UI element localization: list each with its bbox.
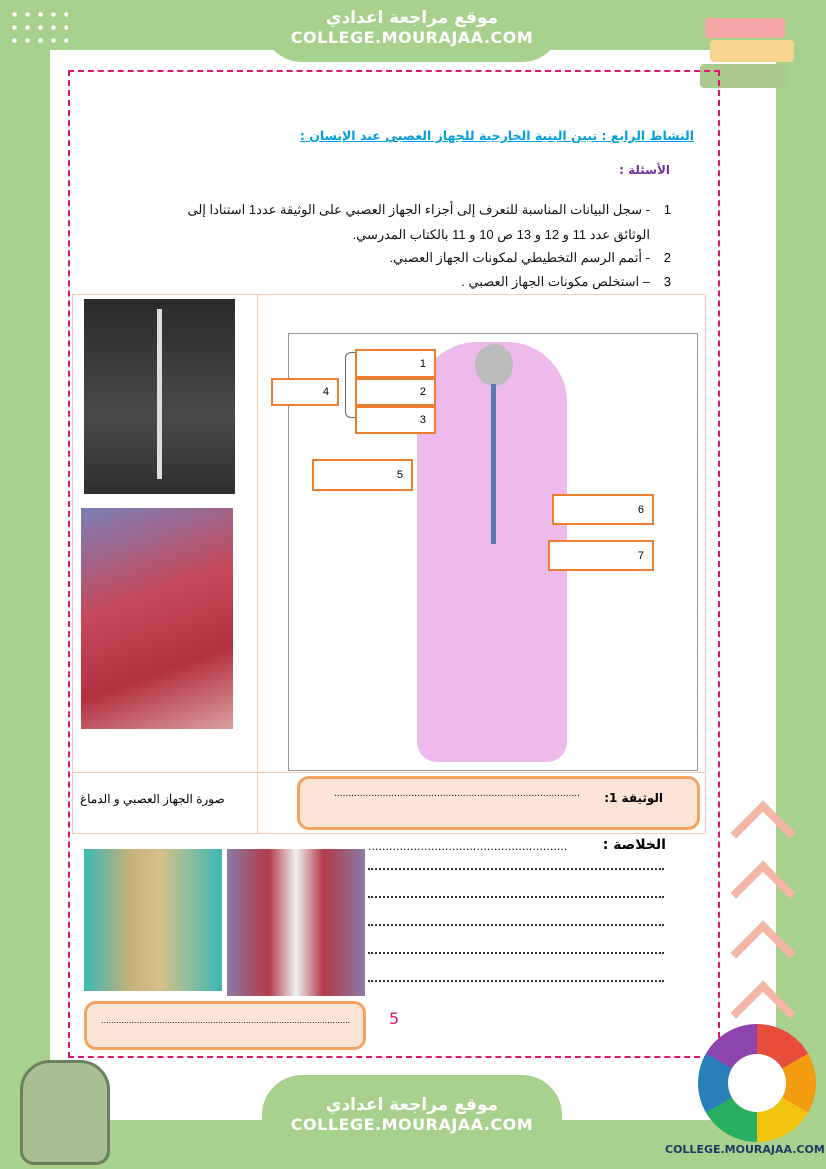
document-label: الوثيقة 1:: [604, 791, 663, 805]
header-site-url[interactable]: COLLEGE.MOURAJAA.COM: [290, 28, 534, 47]
question-2: - أتمم الرسم التخطيطي لمكونات الجهاز العصبي.: [389, 250, 650, 265]
header-site-arabic: موقع مراجعة اعدادي: [325, 8, 499, 28]
conclusion-first-line[interactable]: .........................................................: [368, 840, 568, 853]
spinal-cord-figure: [491, 384, 496, 544]
table-divider: [257, 294, 258, 834]
question-number: 1: [663, 202, 671, 217]
footer-logo-text[interactable]: COLLEGE.MOURAJAA.COM: [665, 1143, 825, 1156]
bracket: [345, 352, 355, 418]
page-number: 5: [389, 1009, 400, 1028]
footer-site-arabic: موقع مراجعة اعدادي: [325, 1095, 499, 1115]
nervous-system-photo: [84, 299, 235, 494]
conclusion-heading: الخلاصة :: [602, 837, 666, 853]
spinal-cord-photo: [227, 849, 365, 996]
label-box-4[interactable]: [271, 378, 339, 406]
answer-box-dots: ..................................................................................................: [101, 1016, 351, 1025]
conclusion-answer-line[interactable]: [368, 868, 664, 870]
label-number: 2: [419, 386, 426, 398]
questions-heading: الأسئلة :: [619, 163, 670, 177]
subjects-wheel-logo: [698, 1024, 816, 1142]
question-1-line-2: الوثائق عدد 11 و 12 و 13 ص 10 و 11 بالكتاب المدرسي.: [352, 227, 650, 242]
brain-figure: [475, 344, 513, 386]
document-caption: صورة الجهاز العصبي و الدماغ: [80, 792, 225, 806]
document-answer-dots: ......................................................................................: [334, 789, 581, 799]
backpack-icon: [20, 1060, 110, 1165]
label-box-1[interactable]: [355, 349, 436, 378]
document-title-box[interactable]: [297, 776, 700, 830]
conclusion-answer-line[interactable]: [368, 980, 664, 982]
label-number: 6: [637, 503, 644, 516]
label-number: 7: [637, 549, 644, 562]
conclusion-answer-line[interactable]: [368, 952, 664, 954]
table-divider: [72, 772, 706, 773]
label-box-3[interactable]: [355, 406, 436, 434]
footer-site-url[interactable]: COLLEGE.MOURAJAA.COM: [290, 1115, 534, 1134]
label-box-7[interactable]: [548, 540, 654, 571]
answer-box[interactable]: [84, 1001, 366, 1050]
activity-title: النشاط الرابع : تبين البنية الخارجية للجهاز العصبي عند الإنسان :: [299, 128, 694, 143]
conclusion-answer-line[interactable]: [368, 896, 664, 898]
brain-photo: [81, 508, 233, 729]
spinal-nerves-photo: [84, 849, 222, 991]
label-box-2[interactable]: [355, 378, 436, 406]
label-number: 4: [322, 386, 329, 398]
decorative-dots: [8, 8, 68, 48]
question-3: – استخلص مكونات الجهاز العصبي .: [461, 274, 650, 289]
conclusion-answer-line[interactable]: [368, 924, 664, 926]
question-number: 3: [663, 274, 671, 289]
label-box-5[interactable]: [312, 459, 413, 491]
label-number: 3: [419, 414, 426, 426]
question-number: 2: [663, 250, 671, 265]
label-number: 1: [419, 357, 426, 370]
label-number: 5: [396, 469, 403, 481]
label-box-6[interactable]: [552, 494, 654, 525]
footer-banner: [262, 1075, 562, 1169]
header-banner: [262, 0, 562, 62]
question-1-line-1: - سجل البيانات المناسبة للتعرف إلى أجزاء الجهاز العصبي على الوثيقة عدد1 استنادا إلى: [187, 202, 650, 217]
